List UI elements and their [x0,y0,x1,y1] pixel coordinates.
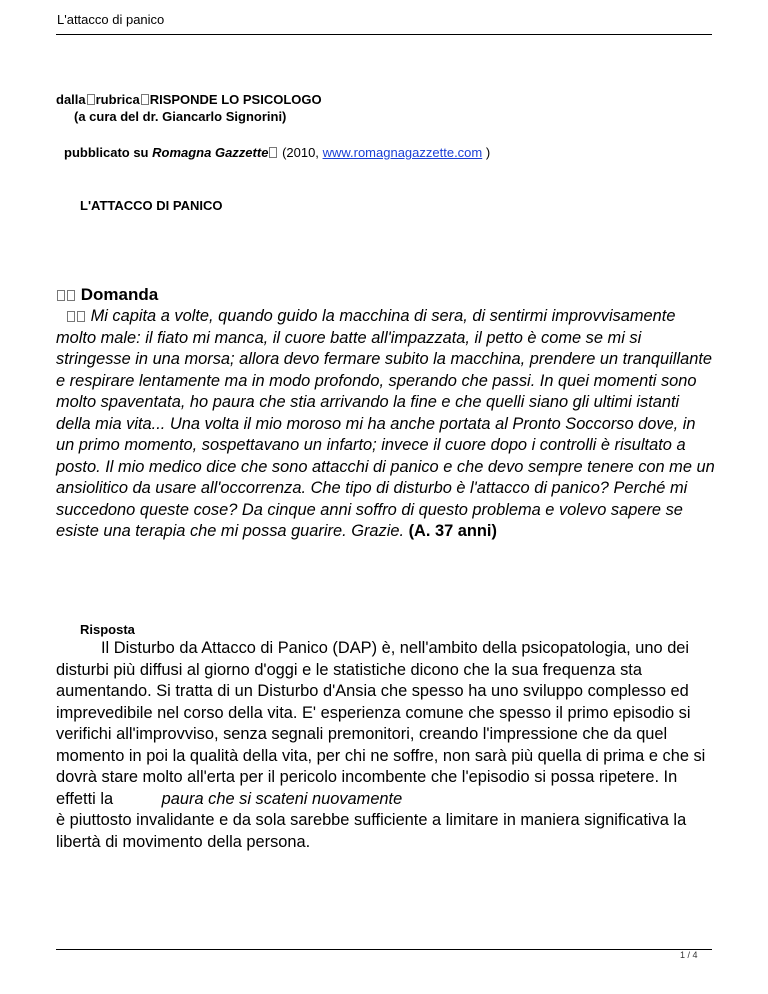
header-divider [56,34,712,35]
question-heading-label: Domanda [80,285,159,304]
question-signature: (A. 37 anni) [408,522,497,540]
publication-close-paren: ) [485,145,491,160]
publication-prefix: pubblicato su [64,145,149,160]
answer-heading: Risposta [80,622,135,637]
question-body [56,306,718,543]
missing-glyph-icon [67,311,75,322]
rubric-line [56,92,322,107]
rubric-name: RISPONDE LO PSICOLOGO [149,92,322,107]
page-number: 1 / 4 [680,950,698,960]
missing-glyph-icon [141,94,149,105]
publication-year: (2010, [282,145,319,160]
article-title: L'ATTACCO DI PANICO [80,198,223,213]
editor-credit: (a cura del dr. Giancarlo Signorini) [74,109,287,124]
question-heading [56,285,158,305]
missing-glyph-icon [269,147,277,158]
answer-text-b: è piuttosto invalidante e da sola sarebbe sufficiente a limitare in maniera significativa la libertà di movimento della persona. [56,811,687,851]
answer-body [56,638,718,853]
footer-divider [56,949,712,950]
rubric-prefix: dalla [56,92,86,107]
missing-glyph-icon [77,311,85,322]
rubric-word: rubrica [95,92,140,107]
answer-text-a: Il Disturbo da Attacco di Panico (DAP) è, nell'ambito della psicopatologia, uno dei disturbi più diffusi al giorno d'oggi e le statistiche dicono che la sua frequenza sta aumentando. Si tratta di un Disturbo d'Ansia che spesso ha uno sviluppo complesso ed imprevedibile nel corso della vita. E' esperienza comune che spesso il primo episodio si verifichi all'improvviso, senza segnali premonitori, creando l'impressione che da quel momento in poi la qualità della vita, per chi ne soffre, non sarà più quella di prima e che si dovrà stare molto all'erta per il pericolo incombente che l'episodio si possa ripetere. In effetti la [56,639,706,808]
publication-line [64,145,490,160]
publication-link[interactable]: www.romagnagazzette.com [322,145,483,160]
missing-glyph-icon [67,290,75,301]
missing-glyph-icon [57,290,65,301]
answer-emphasis: paura che si scateni nuovamente [161,789,403,808]
missing-glyph-icon [87,94,95,105]
question-text: Mi capita a volte, quando guido la macchina di sera, di sentirmi improvvisamente molto male: il fiato mi manca, il cuore batte all'impazzata, il petto è come se mi si stringesse in una morsa; allora devo fermare subito la macchina, prendere un tranquillante e respirare lentamente ma in modo profondo, sperando che passi. In quei momenti sono molto spaventata, ho paura che stia arrivando la fine e che quelli siano gli ultimi istanti della mia vita... Una volta il mio moroso mi ha anche portata al Pronto Soccorso dove, in un primo momento, sospettavano un infarto; invece il cuore dopo i controlli è risultato a posto. Il mio medico dice che sono attacchi di panico e che devo sempre tenere con me un ansiolitico da usare all'occorrenza. Che tipo di disturbo è l'attacco di panico? Perché mi succedono queste cose? Da cinque anni soffro di questo problema e volevo sapere se esiste una terapia che mi possa guarire. Grazie. [56,307,715,540]
running-header-title: L'attacco di panico [57,12,165,27]
publication-journal: Romagna Gazzette [152,145,269,160]
